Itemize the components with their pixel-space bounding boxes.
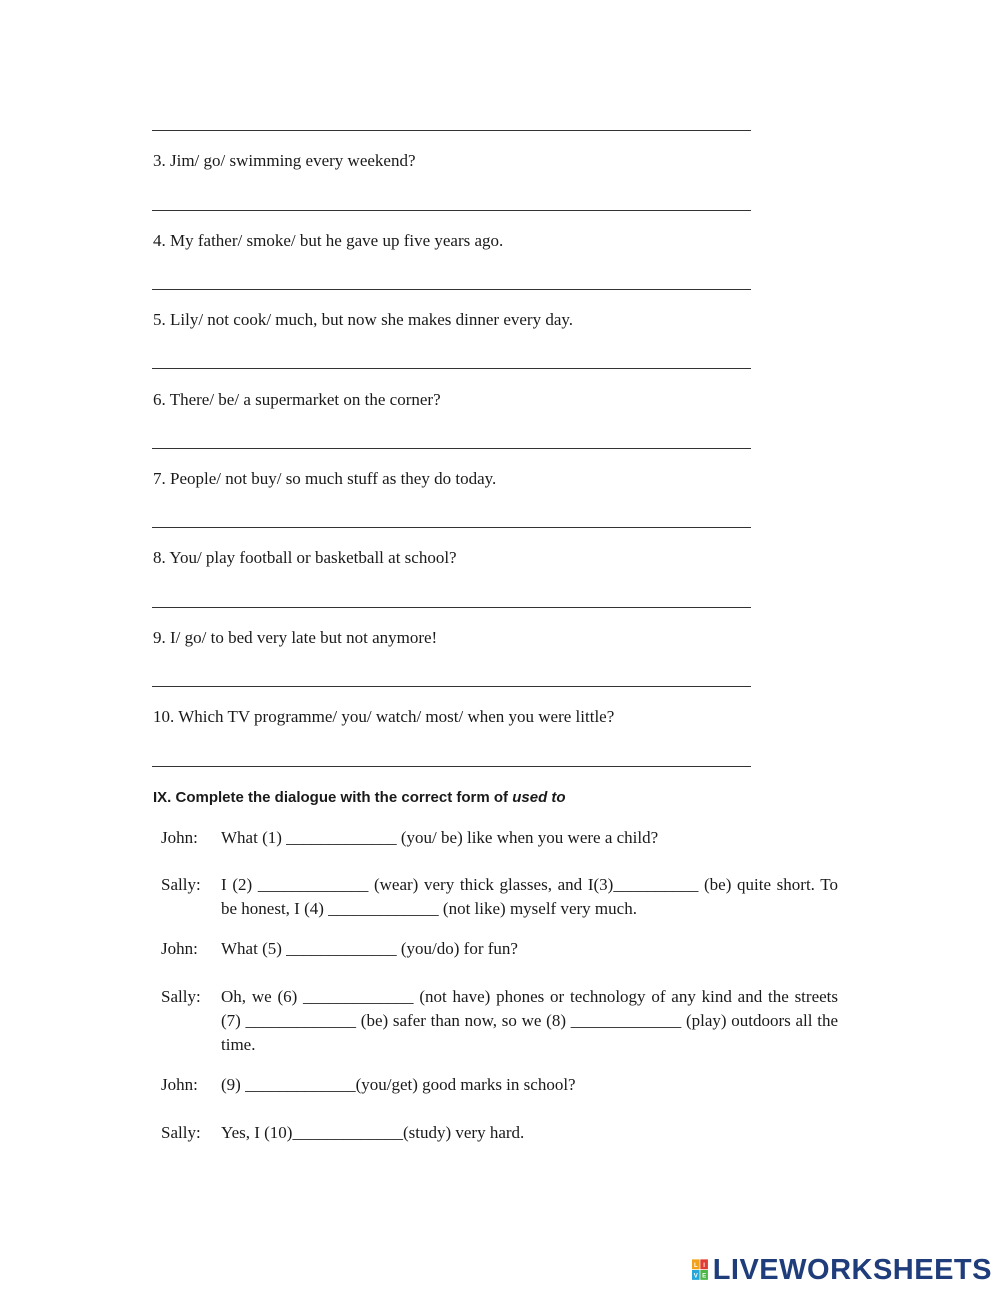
logo-letter: V [693, 1273, 698, 1280]
answer-line[interactable] [152, 210, 751, 211]
dialogue-speaker: Sally: [161, 987, 201, 1006]
question-10: 10. Which TV programme/ you/ watch/ most/ when you were little? [153, 707, 615, 726]
dialogue-line[interactable]: (9) _____________(you/get) good marks in school? [221, 1075, 576, 1094]
dialogue-speaker: John: [161, 828, 198, 847]
dialogue-speaker: Sally: [161, 875, 201, 894]
answer-line[interactable] [152, 686, 751, 687]
section-heading [153, 788, 566, 808]
question-7: 7. People/ not buy/ so much stuff as they do today. [153, 469, 497, 488]
logo-letter: I [703, 1262, 705, 1269]
answer-line[interactable] [152, 527, 751, 528]
section-title-emphasis: used to [512, 789, 566, 806]
brand-name: LIVEWORKSHEETS [712, 1254, 992, 1286]
dialogue-speaker: Sally: [161, 1123, 201, 1142]
liveworksheets-logo-icon [692, 1256, 709, 1284]
dialogue-line[interactable]: Yes, I (10)_____________(study) very hard. [221, 1123, 525, 1142]
question-9: 9. I/ go/ to bed very late but not anymore! [153, 628, 438, 647]
answer-line[interactable] [152, 766, 751, 767]
answer-line[interactable] [152, 448, 751, 449]
dialogue-speaker: John: [161, 1075, 198, 1094]
logo-letter: L [693, 1262, 698, 1269]
answer-line[interactable] [152, 368, 751, 369]
dialogue-line[interactable]: Oh, we (6) _____________ (not have) phones or technology of any kind and the streets (7) _____________ (be) safer than now, so we (8) _____________ (play) outdoors all the time. [221, 987, 838, 1054]
dialogue-line[interactable]: I (2) _____________ (wear) very thick glasses, and I(3)__________ (be) quite short. To be honest, I (4) _____________ (not like) myself very much. [221, 875, 838, 918]
answer-line[interactable] [152, 130, 751, 131]
liveworksheets-logo [692, 1254, 992, 1286]
section-title: IX. Complete the dialogue with the correct form of [153, 789, 509, 806]
question-6: 6. There/ be/ a supermarket on the corner? [153, 390, 441, 409]
question-3: 3. Jim/ go/ swimming every weekend? [153, 151, 416, 170]
dialogue-line[interactable]: What (5) _____________ (you/do) for fun? [221, 939, 518, 958]
answer-line[interactable] [152, 607, 751, 608]
question-8: 8. You/ play football or basketball at school? [153, 548, 457, 567]
answer-line[interactable] [152, 289, 751, 290]
dialogue-line[interactable]: What (1) _____________ (you/ be) like when you were a child? [221, 828, 659, 847]
logo-letter: E [702, 1273, 707, 1280]
question-4: 4. My father/ smoke/ but he gave up five years ago. [153, 231, 504, 250]
dialogue-speaker: John: [161, 939, 198, 958]
question-5: 5. Lily/ not cook/ much, but now she makes dinner every day. [153, 310, 574, 329]
